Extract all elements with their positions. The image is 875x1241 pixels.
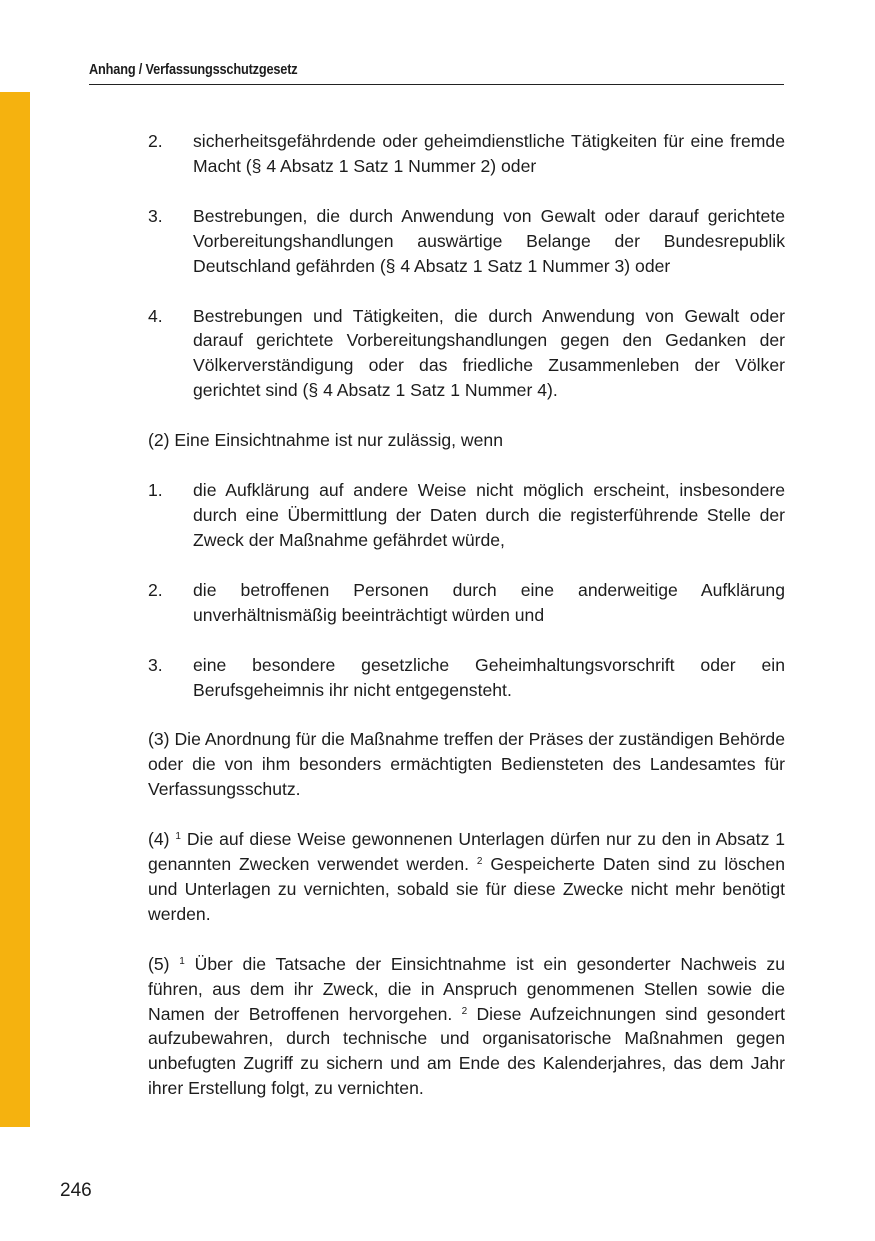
- sentence-number: 1: [175, 831, 181, 843]
- sentence-number: 2: [476, 856, 483, 868]
- list-item: [148, 653, 785, 703]
- sentence-number: 2: [461, 1005, 468, 1017]
- sentence-text: Die auf diese Weise gewonnenen Unterlagen dürfen nur zu den in Absatz 1 genannten Zwecken verwendet werden.: [148, 829, 786, 875]
- list-item-number: 1.: [148, 480, 163, 501]
- list-item-number: 3.: [148, 205, 163, 226]
- list-item: [148, 129, 785, 179]
- list-item-text: Bestrebungen und Tätigkeiten, die durch Anwendung von Gewalt oder darauf gerichtete Vorbereitungshandlungen gegen den Gedanken der Völkerverständigung oder das friedliche Zusammenleben der Völker gerichtet sind (§ 4 Absatz 1 Satz 1 Nummer 4).: [193, 305, 785, 401]
- paragraph-4: [148, 827, 785, 927]
- page-content: [148, 129, 785, 1126]
- list-item-number: 2.: [148, 579, 163, 600]
- list-item-text: eine besondere gesetzliche Geheimhaltungsvorschrift oder ein Berufsgeheimnis ihr nicht entgegensteht.: [193, 654, 785, 700]
- paragraph-label: (5): [148, 953, 170, 974]
- page-number: 246: [60, 1180, 92, 1201]
- list-item-number: 4.: [148, 305, 163, 326]
- sentence-text: Diese Aufzeichnungen sind gesondert aufzubewahren, durch technische und organisatorische Maßnahmen gegen unbefugten Zugriff zu sichern und am Ende des Kalenderjahres, das dem Jahr ihrer Erstellung folgt, zu vernichten.: [148, 1003, 785, 1099]
- list-item: [148, 204, 785, 279]
- list-item-text: Bestrebungen, die durch Anwendung von Gewalt oder darauf gerichtete Vorbereitungshandlungen auswärtige Belange der Bundesrepublik Deutschland gefährden (§ 4 Absatz 1 Satz 1 Nummer 3) oder: [193, 205, 785, 276]
- list-item-text: die betroffenen Personen durch eine anderweitige Aufklärung unverhältnismäßig beeinträchtigt würden und: [193, 579, 785, 625]
- list-item-text: sicherheitsgefährdende oder geheimdienstliche Tätigkeiten für eine fremde Macht (§ 4 Absatz 1 Satz 1 Nummer 2) oder: [193, 131, 785, 176]
- running-header: [89, 60, 784, 85]
- paragraph-3: (3) Die Anordnung für die Maßnahme treffen der Präses der zuständigen Behörde oder die von ihm besonders ermächtigten Bediensteten des Landesamtes für Verfassungsschutz.: [148, 729, 785, 800]
- header-title: Anhang / Verfassungsschutzgesetz: [89, 62, 298, 78]
- list-item: [148, 578, 785, 628]
- list-item-number: 2.: [148, 131, 163, 151]
- paragraph-label: (4): [148, 829, 170, 850]
- paragraph-5: [148, 952, 785, 1101]
- list-item: [148, 304, 785, 404]
- sentence-text: Über die Tatsache der Einsichtnahme ist ein gesonderter Nachweis zu führen, aus dem ihr Zweck, die in Anspruch genommenen Stellen sowie die Namen der Betroffenen hervorgehen.: [148, 953, 785, 1024]
- side-accent-bar: [0, 92, 30, 1127]
- paragraph-2: (2) Eine Einsichtnahme ist nur zulässig, wenn: [148, 430, 503, 451]
- list-item-text: die Aufklärung auf andere Weise nicht möglich erscheint, insbesondere durch eine Übermittlung der Daten durch die registerführende Stelle der Zweck der Maßnahme gefährdet würde,: [193, 480, 785, 550]
- sentence-number: 1: [179, 955, 185, 967]
- sentence-text: Gespeicherte Daten sind zu löschen und Unterlagen zu vernichten, sobald sie für diese Zwecke nicht mehr benötigt werden.: [148, 854, 785, 924]
- list-item-number: 3.: [148, 654, 163, 675]
- list-item: [148, 478, 785, 553]
